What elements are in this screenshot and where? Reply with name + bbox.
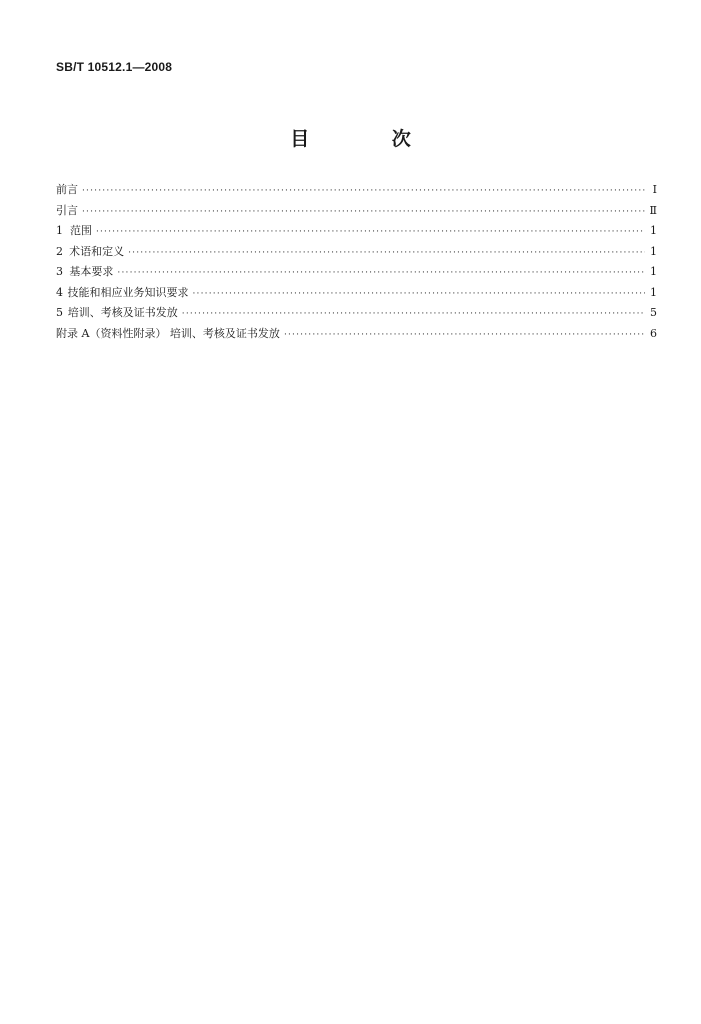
toc-leader-dots (117, 263, 645, 284)
toc-page-number: 1 (650, 285, 657, 299)
toc-entry-label: 范围 (69, 224, 92, 237)
toc-entry-number: 3 (56, 265, 63, 278)
toc-page-number: 1 (650, 265, 657, 278)
toc-entry-number: 5 (56, 306, 63, 319)
toc-leader-dots (284, 325, 645, 346)
toc-entry-label: 术语和定义 (69, 244, 125, 258)
toc-entry-number: 2 (56, 244, 63, 258)
toc-entry-basic-requirements[interactable] (56, 262, 657, 283)
toc-entry-label: 附录 A（资料性附录） 培训、考核及证书发放 (56, 326, 280, 340)
toc-entry-label: 基本要求 (69, 265, 114, 278)
toc-page-number: 5 (650, 306, 657, 319)
standard-code: SB/T 10512.1—2008 (56, 60, 173, 74)
toc-entry-appendix-a[interactable] (56, 324, 657, 345)
toc-entry-number: 4 (56, 285, 63, 299)
toc-entry-scope[interactable] (56, 221, 657, 242)
toc-page-number: Ⅱ (649, 203, 657, 217)
toc-entry-label: 前言 (56, 183, 78, 196)
toc-entry-label: 引言 (56, 203, 78, 217)
toc-entry-training[interactable] (56, 303, 657, 324)
toc-entry-number: 1 (56, 224, 63, 237)
toc-leader-dots (96, 222, 645, 243)
toc-entry-label: 培训、考核及证书发放 (67, 306, 178, 319)
page-title: 目 次 (290, 128, 449, 150)
toc-entry-preface[interactable] (56, 180, 657, 201)
toc-leader-dots (82, 202, 645, 223)
table-of-contents (56, 180, 657, 344)
toc-leader-dots (128, 243, 645, 264)
toc-entry-terms[interactable] (56, 242, 657, 263)
toc-page-number: 1 (650, 224, 657, 237)
toc-page-number: 6 (650, 326, 657, 340)
toc-page-number: Ⅰ (652, 183, 657, 196)
toc-page-number: 1 (650, 244, 657, 258)
toc-entry-skills[interactable] (56, 283, 657, 304)
toc-entry-introduction[interactable] (56, 201, 657, 222)
toc-entry-label: 技能和相应业务知识要求 (67, 285, 189, 299)
toc-leader-dots (82, 181, 645, 202)
toc-leader-dots (182, 304, 645, 325)
toc-leader-dots (192, 284, 645, 305)
